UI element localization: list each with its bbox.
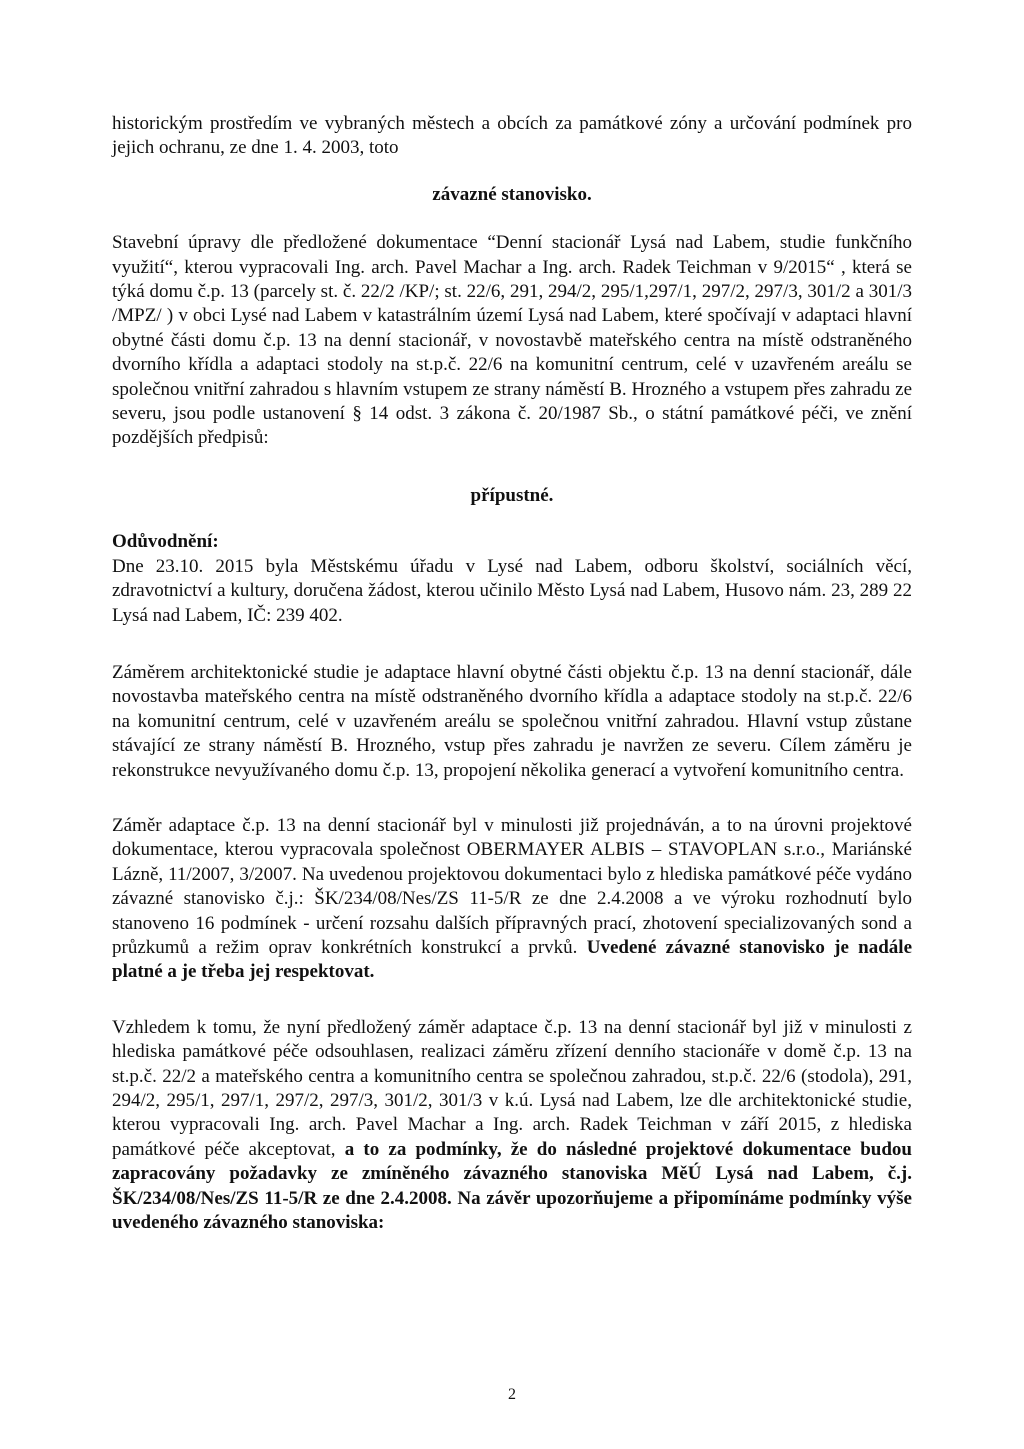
heading-admissible: přípustné.	[470, 484, 554, 506]
heading-binding-opinion: závazné stanovisko.	[432, 183, 592, 205]
paragraph-study-intent: Záměrem architektonické studie je adaptace hlavní obytné části objektu č.p. 13 na denní stacionář, dále novostavba mateřského centra na místě odstraněného dvorního křídla a adaptace stodoly na st.p.č. 22/6 na komunitní centrum, celé v uzavřeném areálu se společnou vnitřní zahradou. Hlavní vstup zůstane stávající ze strany náměstí B. Hrozného, vstup přes zahradu je navržen ze severu. Cílem záměru je rekonstrukce nevyužívaného domu č.p. 13, propojení několika generací a vytvoření komunitního centra.	[112, 661, 912, 781]
conclusion-text: Vzhledem k tomu, že nyní předložený záměr adaptace č.p. 13 na denní stacionář byl již v minulosti z hlediska památkové péče odsouhlasen, realizaci záměru zřízení denního stacionáře v domě č.p. 13 na st.p.č. 22/2 a mateřského centra a komunitního centra se společnou zahradou, st.p.č. 22/6 (stodola), 291, 294/2, 295/1, 297/1, 297/2, 297/3, 301/2, 301/3 v k.ú. Lysá nad Labem, lze dle architektonické studie, kterou vypracovali Ing. arch. Pavel Machar a Ing. arch. Radek Teichman v září 2015, z hlediska památkové péče akceptovat,	[112, 1016, 912, 1160]
page-number: 2	[508, 1386, 516, 1403]
intro-paragraph: historickým prostředím ve vybraných městech a obcích za památkové zóny a určování podmínek pro jejich ochranu, ze dne 1. 4. 2003, toto	[112, 113, 912, 159]
paragraph-previous-approval	[112, 814, 912, 985]
previous-approval-text: Záměr adaptace č.p. 13 na denní stacionář byl v minulosti již projednáván, a to na úrovni projektové dokumentace, kterou vypracovala společnost OBERMAYER ALBIS – STAVOPLAN s.r.o., Mariánské Lázně, 11/2007, 3/2007. Na uvedenou projektovou dokumentaci bylo z hlediska památkové péče vydáno závazné stanovisko č.j.: ŠK/234/08/Nes/ZS 11-5/R ze dne 2.4.2008 a ve výroku rozhodnutí bylo stanoveno 16 podmínek - určení rozsahu dalších přípravných prací, zhotovení specializovaných sond a průzkumů a režim oprav konkrétních konstrukcí a prvků.	[112, 814, 912, 958]
previous-approval-emphasis: Uvedené závazné stanovisko je nadále platné a je třeba jej respektovat.	[112, 936, 912, 983]
paragraph-application-date: Dne 23.10. 2015 byla Městskému úřadu v Lysé nad Labem, odboru školství, sociálních věcí, zdravotnictví a kultury, doručena žádost, kterou učinilo Město Lysá nad Labem, Husovo nám. 23, 289 22 Lysá nad Labem, IČ: 239 402.	[112, 555, 912, 626]
conclusion-emphasis: a to za podmínky, že do následné projektové dokumentace budou zapracovány požadavky ze zmíněného závazného stanoviska MěÚ Lysá nad Labem, č.j. ŠK/234/08/Nes/ZS 11-5/R ze dne 2.4.2008. Na závěr upozorňujeme a připomínáme podmínky výše uvedeného závazného stanoviska:	[112, 1138, 912, 1234]
paragraph-conclusion	[112, 1016, 912, 1236]
document-page	[112, 112, 912, 1235]
reasoning-label: Odůvodnění:	[112, 531, 219, 553]
paragraph-construction-works: Stavební úpravy dle předložené dokumentace “Denní stacionář Lysá nad Labem, studie funkčního využití“, kterou vypracovali Ing. arch. Pavel Machar a Ing. arch. Radek Teichman v 9/2015“ , která se týká domu č.p. 13 (parcely st. č. 22/2 /KP/; st. 22/6, 291, 294/2, 295/1,297/1, 297/2, 297/3, 301/2 a 301/3 /MPZ/ ) v obci Lysé nad Labem v katastrálním území Lysá nad Labem, které spočívají v adaptaci hlavní obytné části domu č.p. 13 na denní stacionář, v novostavbě mateřského centra na místě odstraněného dvorního křídla a adaptaci stodoly na st.p.č. 22/6 na komunitní centrum, celé v uzavřeném areálu se společnou vnitřní zahradou s hlavním vstupem ze strany náměstí B. Hrozného a vstupem přes zahradu ze severu, jsou podle ustanovení § 14 odst. 3 zákona č. 20/1987 Sb., o státní památkové péči, ve znění pozdějších předpisů:	[112, 232, 912, 449]
